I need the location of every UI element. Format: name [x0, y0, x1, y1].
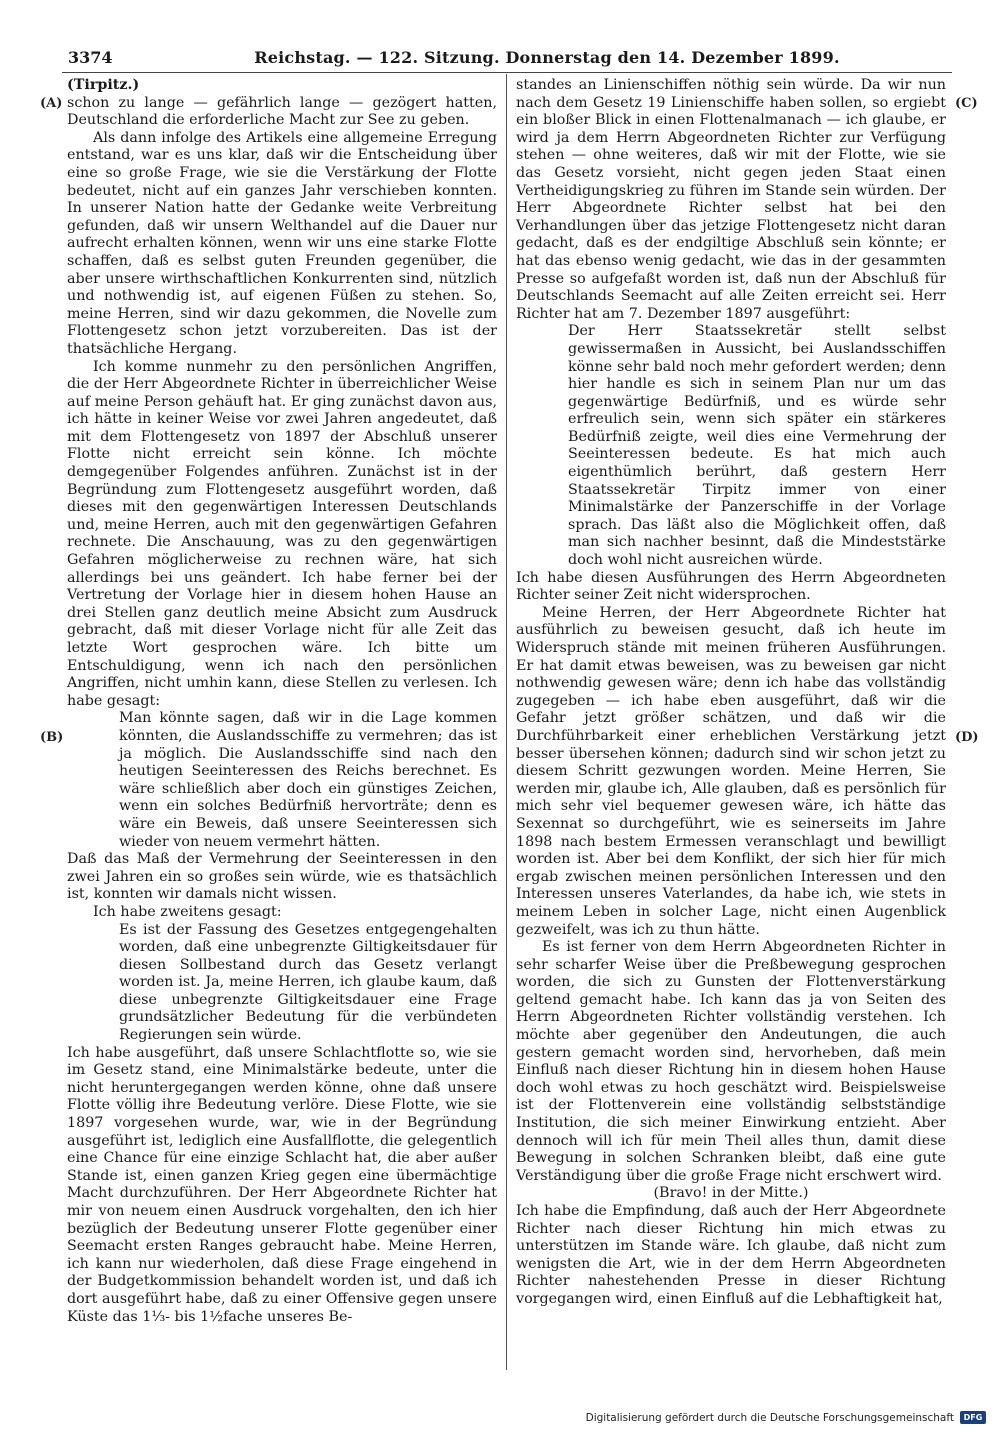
left-column [67, 77, 497, 1326]
paragraph: Meine Herren, der Herr Abgeordnete Richter hat ausführlich zu beweisen gesucht, daß ich heute im Widerspruch stände mit meinen früheren Ausführungen. Er hat damit etwas beweisen, was zu beweisen gar nicht nothwendig gewesen wäre; denn ich habe das vollständig zugegeben — ich habe eben ausgeführt, daß wir die Gefahr jetzt größer schätzen, und daß wir die Durchführbarkeit einer erheblichen Verstärkung jetzt besser übersehen können; dadurch sind wir schon jetzt zu diesem Schritt gezwungen worden. Meine Herren, Sie werden mir, glaube ich, Alle glauben, daß es persönlich für mich sehr viel bequemer gewesen wäre, ich hätte das Sexennat so durchgeführt, wie es seinerseits im Jahre 1898 nach bestem Ermessen veranschlagt und bewilligt worden ist. Aber bei dem Konflikt, der sich hier für mich ergab zwischen meinen persönlichen Interessen und den Interessen unseres Vaterlandes, da habe ich, wie stets in meinem Leben in solcher Lage, nicht einen Augenblick gezweifelt, was ich zu thun hätte. [516, 604, 946, 938]
running-title: Reichstag. — 122. Sitzung. Donnerstag den 14. Dezember 1899. [254, 48, 840, 67]
paragraph: Ich habe zweitens gesagt: [93, 903, 282, 920]
paragraph: schon zu lange — gefährlich lange — gezögert hatten, Deutschland die erforderliche Macht zur See zu geben. [67, 94, 497, 129]
paragraph: Ich habe ausgeführt, daß unsere Schlachtflotte so, wie sie im Gesetz stand, eine Minimalstärke bedeute, unter die nicht heruntergegangen werden könne, ohne daß unsere Flotte völlig ihre Bedeutung verlöre. Diese Flotte, wie sie 1897 vorgesehen wurde, war, wie in der Begründung ausgeführt ist, lediglich eine Ausfallflotte, die gelegentlich eine Chance für eine einzige Schlacht hat, die aber außer Stande ist, einen ganzen Krieg gegen eine übermächtige Macht durchzuführen. Der Herr Abgeordnete Richter hat mir von neuem einen Ausdruck vorgehalten, den ich hier bezüglich der Bedeutung unserer Flotte gegenüber einer Seemacht ersten Ranges gebraucht habe. Meine Herren, ich kann nur wiederholen, daß diese Frage eingehend in der Budgetkommission behandelt worden ist, und daß ich dort ausgeführt habe, daß zu einer Offensive gegen unsere Küste das 1⅓- bis 1½fache unseres Be- [67, 1044, 497, 1325]
footer-credit [586, 1411, 986, 1424]
quotation: Der Herr Staatssekretär stellt selbst gewissermaßen in Aussicht, bei Auslandsschiffen könne sehr bald noch mehr gefordert werden; denn hier handle es sich in seinem Plan nur um das gegenwärtige Bedürfniß, und es würde sehr erfreulich sein, wenn sich später ein stärkeres Bedürfniß zeigte, weil dies eine Vermehrung der Seeinteressen bedeute. Es hat mich auch eigenthümlich berührt, daß gestern Herr Staatssekretär Tirpitz immer von einer Minimalstärke der Panzerschiffe in der Vorlage sprach. Das läßt also die Möglichkeit offen, daß man sich nachher besinnt, daß die Mindeststärke doch wohl nicht ausreichen würde. [568, 323, 946, 569]
paragraph: standes an Linienschiffen nöthig sein würde. Da wir nun nach dem Gesetz 19 Linienschiffe haben sollen, so ergiebt ein bloßer Blick in einen Flottenalmanach — ich glaube, er wird ja dem Herrn Abgeordneten Richter zur Verfügung stehen — ohne weiteres, daß wir mit der Flotte, wie sie das Gesetz vorsieht, nicht gegen jeden Staat einen Vertheidigungskrieg zu führen im Stande sein würden. Der Herr Abgeordnete Richter selbst hat bei den Verhandlungen über das jetzige Flottengesetz nicht daran gedacht, daß es der endgiltige Abschluß sein könnte; er hat das ebenso wenig gedacht, wie das in der gesammten Presse so aufgefaßt worden ist, daß nun der Abschluß für Deutschlands Seemacht auf alle Zeiten erreicht sei. Herr Richter hat am 7. Dezember 1897 ausgeführt: [516, 77, 946, 322]
right-column [516, 77, 946, 1309]
margin-marker-d: (D) [955, 730, 979, 745]
paragraph: Ich komme nunmehr zu den persönlichen Angriffen, die der Herr Abgeordnete Richter in überreichlicher Weise auf meine Person gehäuft hat. Er ging zunächst davon aus, ich hätte in keiner Weise vor zwei Jahren angedeutet, daß mit dem Flottengesetz von 1897 der Abschluß unserer Flotte nicht erreicht sein könne. Ich möchte demgegenüber Folgendes anführen. Zunächst ist in der Begründung zum Flottengesetz ausgeführt worden, daß dieses mit den gegenwärtigen Interessen Deutschlands und, meine Herren, auch mit den gegenwärtigen Gefahren rechnete. Die Anschauung, was zu den gegenwärtigen Gefahren möglicherweise zu rechnen wäre, hat sich allerdings bei uns geändert. Ich habe ferner bei der Vertretung der Vorlage hier in diesem hohen Hause an drei Stellen ganz deutlich meine Absicht zum Ausdruck gebracht, daß mit dieser Vorlage nicht für alle Zeit das letzte Wort gesprochen wäre. Ich bitte um Entschuldigung, wenn ich nach den persönlichen Angriffen, nicht umhin kann, diese Stellen zu verlesen. Ich habe gesagt: [67, 358, 497, 709]
paragraph: Ich habe diesen Ausführungen des Herrn Abgeordneten Richter seiner Zeit nicht widersprochen. [516, 569, 946, 604]
quotation: Es ist der Fassung des Gesetzes entgegengehalten worden, daß eine unbegrenzte Giltigkeitsdauer für diesen Sollbestand durch das Gesetz verlangt worden ist. Ja, meine Herren, ich glaube kaum, daß diese unbegrenzte Giltigkeitsdauer eine Frage grundsätzlicher Bedeutung für die verbündeten Regierungen sein würde. [119, 921, 497, 1044]
interjection: (Bravo! in der Mitte.) [653, 1185, 809, 1202]
paragraph: Ich habe die Empfindung, daß auch der Herr Abgeordnete Richter nach dieser Richtung hin mich etwas zu unterstützen im Stande wäre. Ich glaube, daß nicht zum wenigsten die Art, wie in der dem Herrn Abgeordneten Richter nahestehenden Presse in dieser Richtung vorgegangen wird, einen Einfluß auf die Lebhaftigkeit hat, [516, 1203, 946, 1307]
footer-text: Digitalisierung gefördert durch die Deutsche Forschungsgemeinschaft [585, 1411, 954, 1424]
page-number: 3374 [68, 48, 113, 67]
dfg-logo-icon: DFG [960, 1411, 986, 1424]
margin-marker-a: (A) [40, 96, 63, 111]
margin-marker-c: (C) [955, 96, 978, 111]
paragraph: Daß das Maß der Vermehrung der Seeinteressen in den zwei Jahren ein so großes sein würde, wie es thatsächlich ist, konnten wir damals nicht wissen. [67, 851, 497, 903]
quotation: Man könnte sagen, daß wir in die Lage kommen könnten, die Auslandsschiffe zu vermehren; das ist ja möglich. Die Auslandsschiffe sind nach den heutigen Seeinteressen des Reichs berechnet. Es wäre schließlich aber doch ein günstiges Zeichen, wenn ein solches Bedürfniß hervorträte; denn es wäre ein Beweis, daß unsere Seeinteressen sich wieder von neuem vermehrt hätten. [119, 710, 497, 850]
column-divider [506, 74, 507, 1370]
paragraph: Es ist ferner von dem Herrn Abgeordneten Richter in sehr scharfer Weise über die Preßbewegung gesprochen worden, die sich zu Gunsten der Flottenverstärkung geltend gemacht habe. Ich kann das ja von Seiten des Herrn Abgeordneten Richter vollständig verstehen. Ich möchte aber gegenüber den Andeutungen, die auch gestern gemacht worden sind, hervorheben, daß mein Einfluß nach dieser Richtung hin in diesem hohen Hause doch wohl etwas zu hoch geschätzt wird. Beispielsweise ist der Flottenverein eine vollständig selbstständige Institution, die sich meiner Einwirkung entzieht. Aber dennoch will ich für mein Theil alles thun, damit diese Bewegung in solchen Schranken bleibt, daß eine gute Verständigung über die große Frage nicht erschwert wird. [516, 939, 946, 1184]
margin-marker-b: (B) [40, 730, 64, 745]
page-header [62, 46, 952, 73]
speaker-label: (Tirpitz.) [67, 77, 140, 93]
paragraph: Als dann infolge des Artikels eine allgemeine Erregung entstand, war es uns klar, daß wir die Entscheidung über eine so große Frage, wie sie die Verstärkung der Flotte bedeutet, nicht auf ein ganzes Jahr verschieben konnten. In unserer Nation hatte der Gedanke weite Verbreitung gefunden, daß wir unsern Welthandel auf die Dauer nur aufrecht erhalten können, wenn wir uns eine starke Flotte schaffen, daß es selbst guten Freunden gegenüber, die aber unsere wirthschaftlichen Konkurrenten sind, nützlich und nothwendig ist, auf eigenen Füßen zu stehen. So, meine Herren, sind wir dazu gekommen, die Novelle zum Flottengesetz schon jetzt vorzubereiten. Das ist der thatsächliche Hergang. [67, 129, 497, 357]
